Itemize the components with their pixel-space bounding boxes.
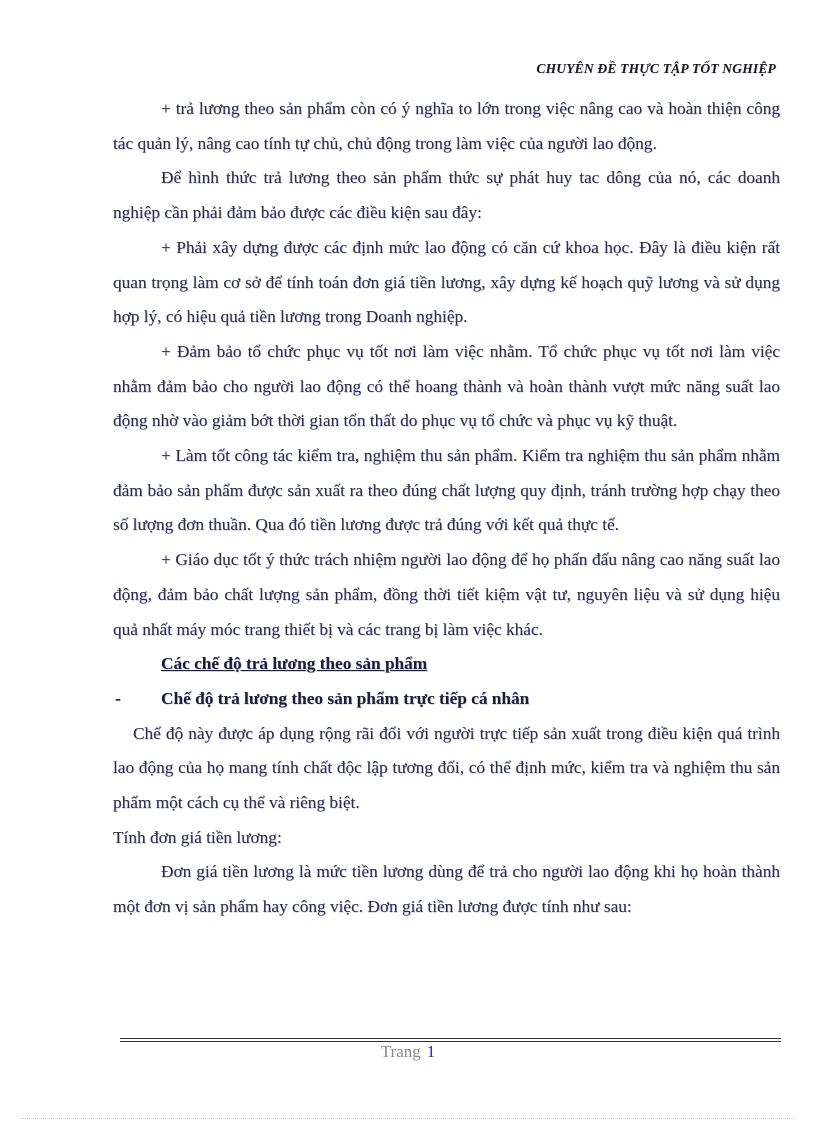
section-heading: [113, 647, 780, 682]
paragraph-7: Chế độ này được áp dụng rộng rãi đối với người trực tiếp sản xuất trong điều kiện quá trình lao động của họ mang tính chất độc lập tương đối, có thể định mức, kiểm tra và nghiệm thu sản phẩm một cách cụ thể và riêng biệt.: [113, 723, 780, 813]
page-bottom-border: [22, 1118, 794, 1119]
paragraph-8: Tính đơn giá tiền lương:: [113, 827, 282, 847]
paragraph-3: + Phải xây dựng được các định mức lao động có căn cứ khoa học. Đây là điều kiện rất quan trọng làm cơ sở để tính toán đơn giá tiền lương, xây dựng kế hoạch quỹ lương và sử dụng hợp lý, có hiệu quả tiền lương trong Doanh nghiệp.: [113, 237, 780, 327]
paragraph-4: + Đảm bảo tổ chức phục vụ tốt nơi làm việc nhằm. Tổ chức phục vụ tốt nơi làm việc nhằm đảm bảo cho người lao động có thể hoang thành và hoàn thành vượt mức năng suất lao động nhờ vào giảm bớt thời gian tổn thất do phục vụ tổ chức và phục vụ kỹ thuật.: [113, 341, 780, 431]
bullet-heading-text: Chế độ trả lương theo sản phẩm trực tiếp cá nhân: [161, 688, 530, 708]
bullet-dash: -: [115, 688, 121, 708]
paragraph-9: Đơn giá tiền lương là mức tiền lương dùng để trả cho người lao động khi họ hoàn thành một đơn vị sản phẩm hay công việc. Đơn giá tiền lương được tính như sau:: [113, 862, 780, 917]
page-number: 1: [426, 1042, 436, 1061]
paragraph-5: + Làm tốt công tác kiểm tra, nghiệm thu sản phẩm. Kiểm tra nghiệm thu sản phẩm nhằm đảm bảo sản phẩm được sản xuất ra theo đúng chất lượng quy định, tránh trường hợp chạy theo số lượng đơn thuần. Qua đó tiền lương được trả đúng với kết quả thực tế.: [113, 446, 780, 535]
document-body: [113, 92, 780, 925]
section-heading-text: Các chế độ trả lương theo sản phẩm: [161, 654, 428, 674]
paragraph-1: + trả lương theo sản phẩm còn có ý nghĩa to lớn trong việc nâng cao và hoàn thiện công tác quản lý, nâng cao tính tự chủ, chủ động trong làm việc của người lao động.: [113, 99, 780, 153]
bullet-heading: [113, 682, 780, 717]
paragraph-2: Để hình thức trả lương theo sản phẩm thức sự phát huy tac dông của nó, các doanh nghiệp cần phải đảm bảo được các điều kiện sau đây:: [113, 168, 780, 223]
page-footer: [0, 1042, 816, 1062]
footer-rule-top: [120, 1038, 781, 1039]
header-title: CHUYÊN ĐỀ THỰC TẬP TỐT NGHIỆP: [536, 61, 776, 76]
page-label: Trang: [380, 1042, 421, 1061]
paragraph-6: + Giáo dục tốt ý thức trách nhiệm người lao động để họ phấn đấu nâng cao năng suất lao động, đảm bảo chất lượng sản phẩm, đồng thời tiết kiệm vật tư, nguyên liệu và sử dụng hiệu quả nhất máy móc trang thiết bị và các trang bị làm việc khác.: [113, 550, 780, 639]
